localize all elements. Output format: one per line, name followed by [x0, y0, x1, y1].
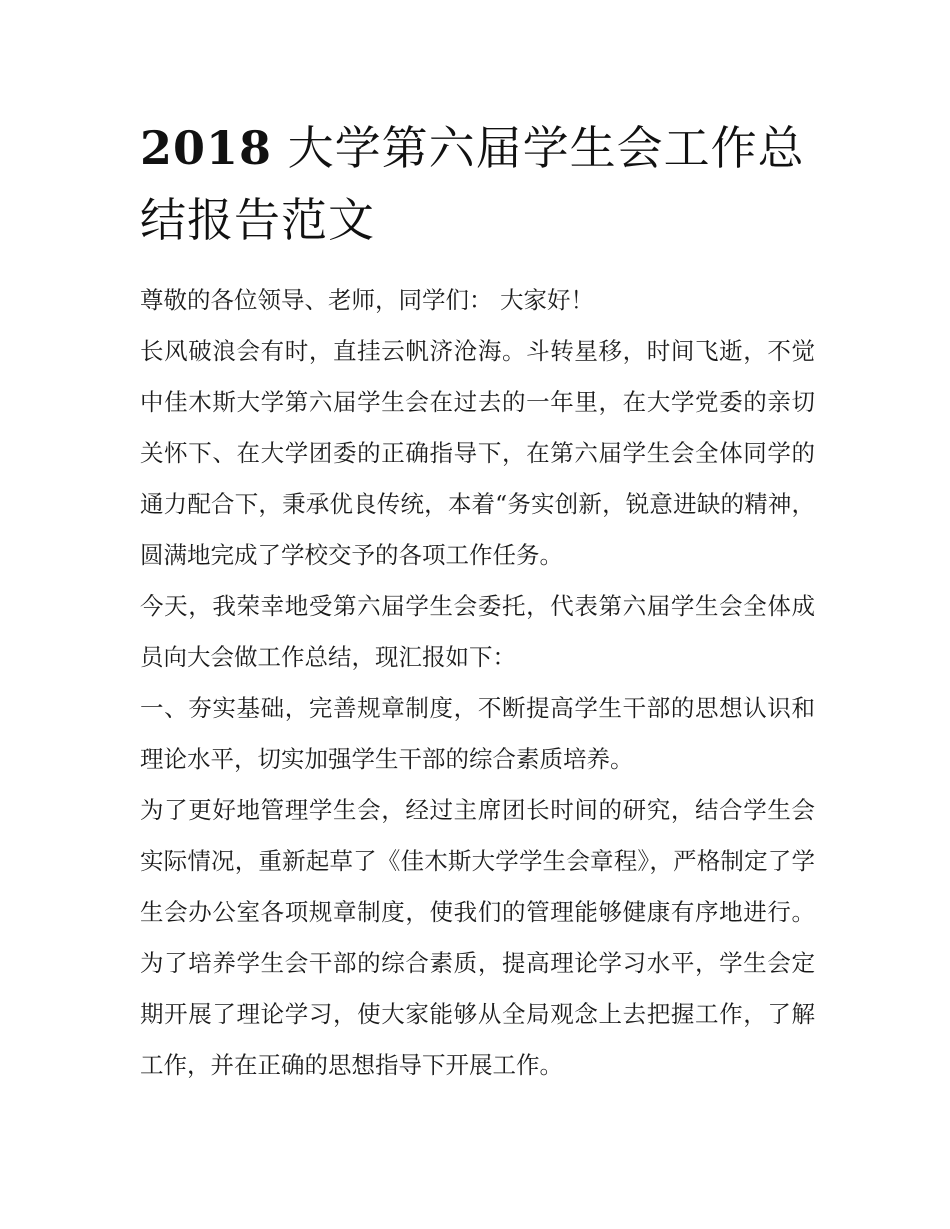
- greeting-paragraph: 尊敬的各位领导、老师，同学们： 大家好！: [140, 286, 594, 314]
- body-paragraph: 今天，我荣幸地受第六届学生会委托，代表第六届学生会全体成员向大会做工作总结，现汇报如下：: [140, 592, 815, 671]
- body-paragraph: 长风破浪会有时，直挂云帆济沧海。斗转星移，时间飞逝，不觉中佳木斯大学第六届学生会在过去的一年里，在大学党委的亲切关怀下、在大学团委的正确指导下，在第六届学生会全体同学的通力配合下，秉承优良传统，本着“务实创新，锐意进缺的精神，圆满地完成了学校交予的各项工作任务。: [140, 337, 815, 569]
- body-paragraph: 为了更好地管理学生会，经过主席团长时间的研究，结合学生会实际情况，重新起草了《佳木斯大学学生会章程》，严格制定了学生会办公室各项规章制度，使我们的管理能够健康有序地进行。为了培养学生会干部的综合素质，提高理论学习水平，学生会定期开展了理论学习，使大家能够从全局观念上去把握工作，了解工作，并在正确的思想指导下开展工作。: [140, 796, 815, 1079]
- document-body: [140, 275, 815, 1091]
- title-year: 2018: [140, 121, 273, 175]
- document-title: [140, 112, 820, 256]
- section-heading-paragraph: 一、夯实基础，完善规章制度，不断提高学生干部的思想认识和理论水平，切实加强学生干部的综合素质培养。: [140, 694, 815, 773]
- title-text: 大学第六届学生会工作总结报告范文: [140, 121, 805, 247]
